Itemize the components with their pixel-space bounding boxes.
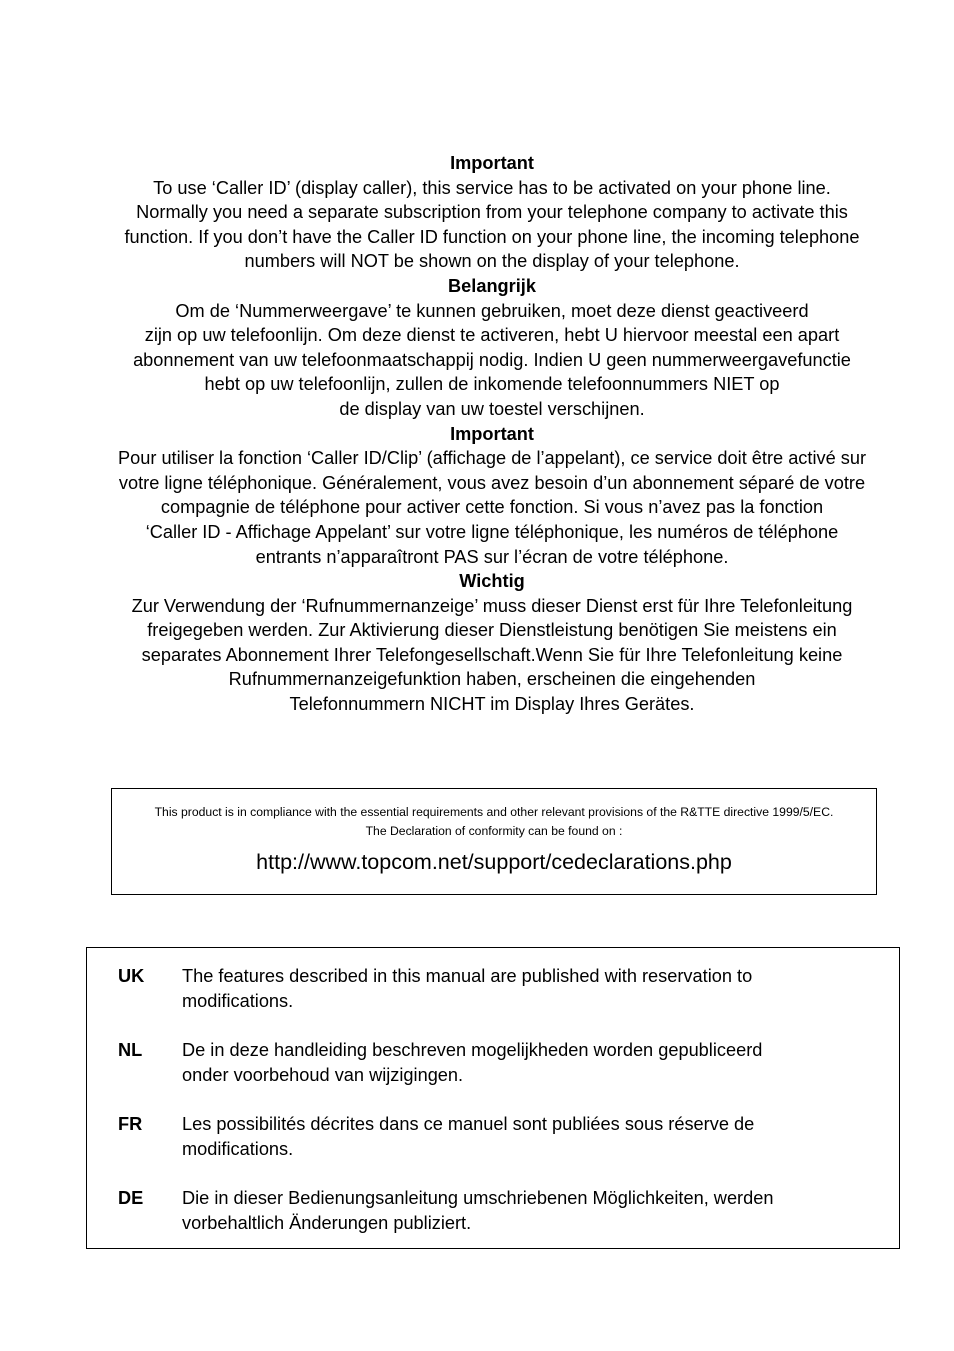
reservation-line: De in deze handleiding beschreven mogelijkheden worden gepubliceerd xyxy=(182,1040,763,1060)
notice-line: separates Abonnement Ihrer Telefongesellschaft.Wenn Sie für Ihre Telefonleitung keine xyxy=(141,644,843,665)
notice-line: To use ‘Caller ID’ (display caller), this service has to be activated on your phone line. xyxy=(153,177,831,198)
language-code: DE xyxy=(118,1188,144,1208)
notice-line: abonnement van uw telefoonmaatschappij nodig. Indien U geen nummerweergavefunctie xyxy=(133,349,851,370)
notice-line: numbers will NOT be shown on the display of your telephone. xyxy=(244,251,740,272)
caller-id-notices xyxy=(84,151,900,717)
notice-en xyxy=(84,151,900,274)
compliance-statement: This product is in compliance with the essential requirements and other relevant provisions of the R&TTE directive 1999/5/EC. xyxy=(154,805,834,819)
compliance-box xyxy=(111,788,877,895)
notice-nl xyxy=(84,274,900,422)
notice-line: votre ligne téléphonique. Généralement, vous avez besoin d’un abonnement séparé de votre xyxy=(118,472,866,493)
notice-line: freigegeben werden. Zur Aktivierung dieser Dienstleistung benötigen Sie meistens ein xyxy=(147,620,837,641)
reservation-text xyxy=(182,1112,754,1161)
notice-de xyxy=(84,569,900,717)
notice-heading-fr: Important xyxy=(450,423,534,444)
notice-line: function. If you don’t have the Caller ID function on your phone line, the incoming telephone xyxy=(124,226,860,247)
reservation-line: vorbehaltlich Änderungen publiziert. xyxy=(182,1212,472,1233)
reservation-line: The features described in this manual are published with reservation to xyxy=(182,966,753,986)
reservation-line: onder voorbehoud van wijzigingen. xyxy=(182,1064,464,1085)
notice-heading-en: Important xyxy=(450,153,534,173)
notice-line: Pour utiliser la fonction ‘Caller ID/Clip’ (affichage de l’appelant), ce service doit être activé sur xyxy=(117,448,867,469)
notice-line: de display van uw toestel verschijnen. xyxy=(339,398,645,419)
reservation-line: Die in dieser Bedienungsanleitung umschriebenen Möglichkeiten, werden xyxy=(182,1188,774,1208)
notice-line: Normally you need a separate subscription from your telephone company to activate this xyxy=(136,202,848,223)
notice-line: compagnie de téléphone pour activer cette fonction. Si vous n’avez pas la fonction xyxy=(160,497,824,518)
notice-line: Rufnummernanzeigefunktion haben, erscheinen die eingehenden xyxy=(228,669,756,690)
reservation-line: Les possibilités décrites dans ce manuel sont publiées sous réserve de xyxy=(182,1114,755,1134)
notice-heading-de: Wichtig xyxy=(459,571,525,592)
notice-line: Telefonnummern NICHT im Display Ihres Gerätes. xyxy=(289,694,695,715)
language-code: FR xyxy=(118,1114,143,1134)
declaration-url: http://www.topcom.net/support/cedeclarations.php xyxy=(256,850,732,874)
notice-heading-nl: Belangrijk xyxy=(448,275,536,296)
notice-line: hebt op uw telefoonlijn, zullen de inkomende telefoonnummers NIET op xyxy=(204,374,780,395)
notice-line: Zur Verwendung der ‘Rufnummernanzeige’ muss dieser Dienst erst für Ihre Telefonleitung xyxy=(131,595,853,616)
declaration-note: The Declaration of conformity can be found on : xyxy=(365,824,623,838)
notice-line: Om de ‘Nummerweergave’ te kunnen gebruiken, moet deze dienst geactiveerd xyxy=(175,300,809,321)
reservation-line: modifications. xyxy=(182,990,294,1011)
notice-line: ‘Caller ID - Affichage Appelant’ sur votre ligne téléphonique, les numéros de téléphone xyxy=(145,521,839,542)
language-code: UK xyxy=(118,966,145,986)
notice-fr xyxy=(84,422,900,570)
notice-line: zijn op uw telefoonlijn. Om deze dienst te activeren, hebt U hiervoor meestal een apart xyxy=(144,325,840,346)
reservation-text xyxy=(182,964,752,1013)
reservation-line: modifications. xyxy=(182,1138,294,1159)
notice-line: entrants n’apparaîtront PAS sur l’écran de votre téléphone. xyxy=(255,546,729,567)
reservation-text xyxy=(182,1038,762,1087)
reservation-text xyxy=(182,1186,773,1235)
language-code: NL xyxy=(118,1040,143,1060)
reservation-box xyxy=(86,947,900,1249)
